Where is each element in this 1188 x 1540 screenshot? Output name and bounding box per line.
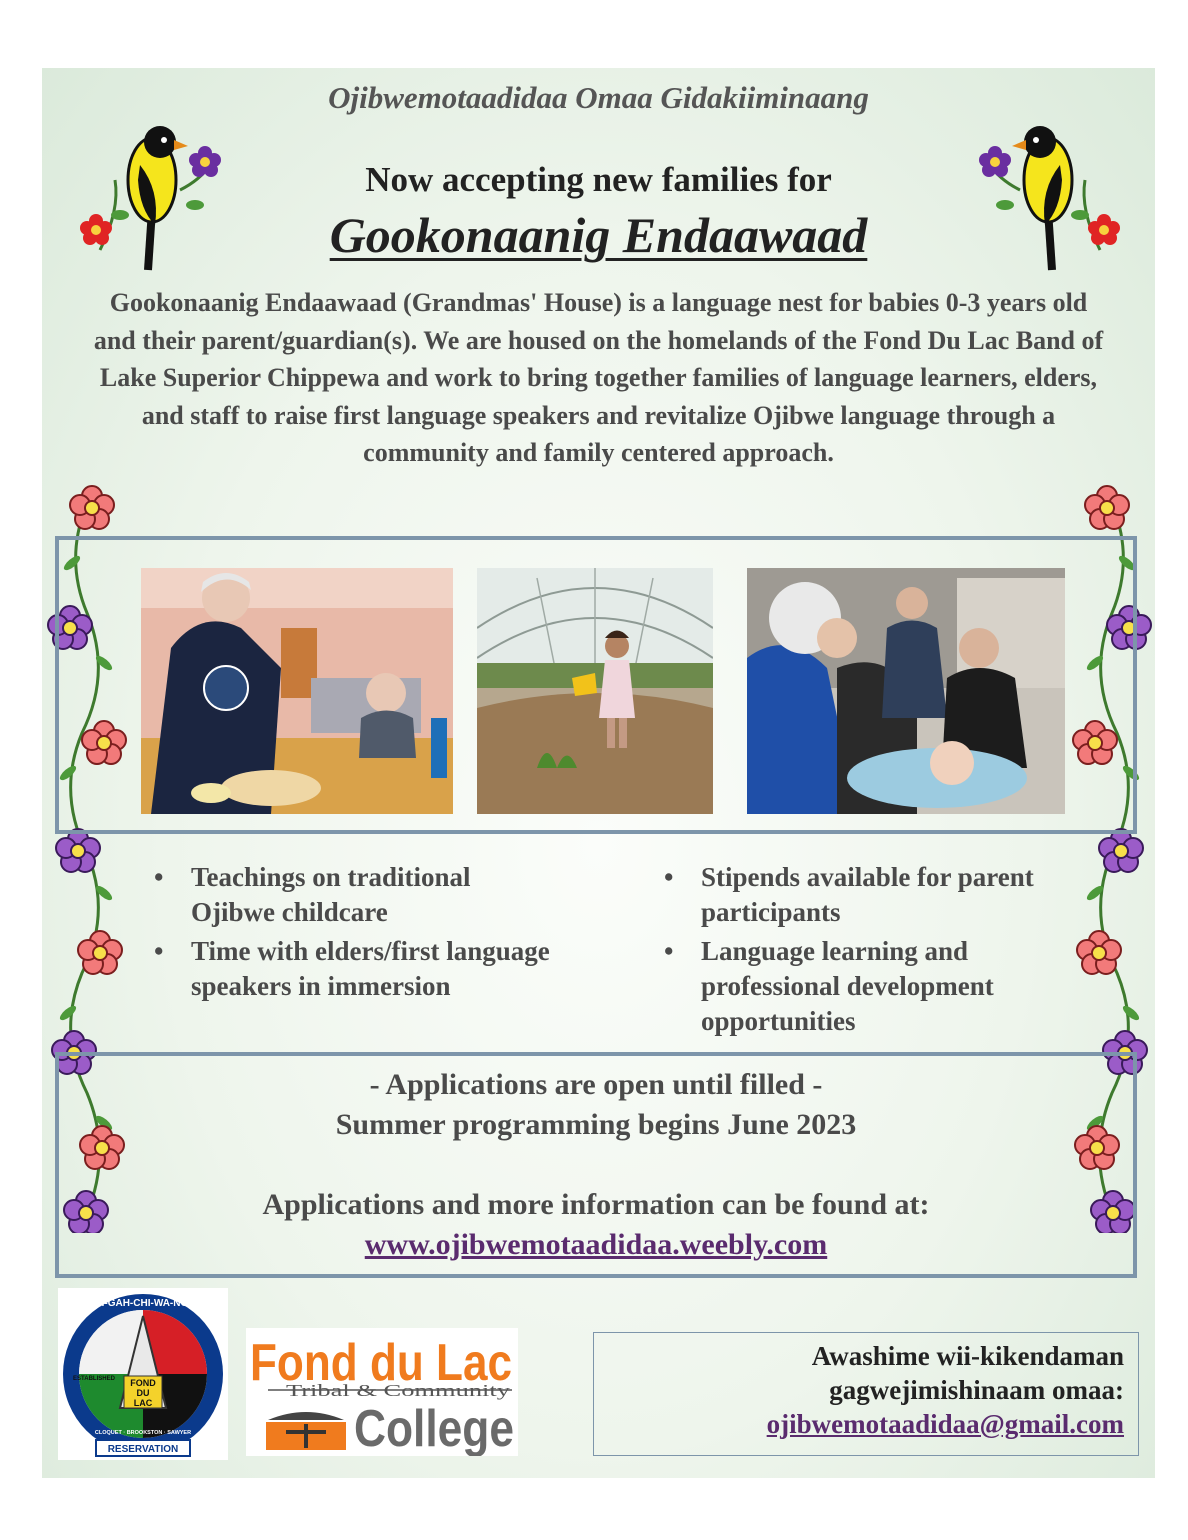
list-item: • Stipends available for parent participants <box>664 860 1084 930</box>
benefits-column-left <box>154 860 554 1008</box>
college-name-line1: Fond du Lac <box>250 1334 512 1392</box>
contact-email-wrapper <box>767 1409 1124 1440</box>
description: Gookonaanig Endaawaad (Grandmas' House) is a language nest for babies 0-3 years old and their parent/guardian(s). We are housed on the homelands of the Fond Du Lac Band of Lake Superior Chippewa and work to bring together families of language learners, elders, and staff to raise first language speakers and revitalize Ojibwe language through a community and family centered approach. <box>93 288 1104 467</box>
fond-du-lac-college-logo <box>246 1328 518 1456</box>
list-item: • Language learning and professional development opportunities <box>664 934 1084 1039</box>
more-info-text: Applications and more information can be found at: <box>262 1188 930 1221</box>
child-watering-garden-photo <box>477 568 713 814</box>
contact-line-1: Awashime wii-kikendaman <box>811 1341 1124 1371</box>
logo-text-du: DU <box>136 1388 150 1398</box>
program-name: Gookonaanig Endaawaad <box>329 207 868 263</box>
applications-open-text: - Applications are open until filled - <box>369 1068 823 1101</box>
logo-text-towns: CLOQUET · BROOKSTON · SAWYER <box>94 1430 192 1436</box>
elder-and-child-at-table-photo <box>141 568 453 814</box>
logo-text-fond: FOND <box>130 1378 156 1388</box>
logo-text-reservation: RESERVATION <box>107 1444 179 1455</box>
logo-text-lac: LAC <box>133 1398 153 1408</box>
application-info-box <box>55 1052 1137 1278</box>
contact-box <box>593 1332 1139 1456</box>
contact-email-link[interactable]: ojibwemotaadidaa@gmail.com <box>766 1409 1124 1439</box>
college-name-line2: Tribal & Community <box>286 1381 511 1400</box>
list-item: • Time with elders/first language speakers in immersion <box>154 934 554 1004</box>
header-title: Ojibwemotaadidaa Omaa Gidakiiminaang <box>328 80 869 115</box>
logo-text-established: ESTABLISHED <box>73 1376 115 1382</box>
elder-with-baby-photo <box>747 568 1065 814</box>
flyer-page <box>42 68 1155 1478</box>
website-link-wrapper <box>59 1228 1133 1262</box>
college-name-line3: College <box>354 1400 514 1456</box>
contact-line-2: gagwejimishinaam omaa: <box>829 1375 1124 1405</box>
fond-du-lac-reservation-logo <box>58 1288 228 1460</box>
subhead: Now accepting new families for <box>365 160 832 199</box>
summer-start-text: Summer programming begins June 2023 <box>335 1108 857 1141</box>
logo-text-top: NAH-GAH-CHI-WA-NONG <box>82 1298 204 1309</box>
list-item: • Teachings on traditional Ojibwe childcare <box>154 860 554 930</box>
website-link[interactable]: www.ojibwemotaadidaa.weebly.com <box>364 1228 828 1261</box>
benefits-column-right <box>664 860 1084 1043</box>
photo-gallery <box>55 536 1137 834</box>
